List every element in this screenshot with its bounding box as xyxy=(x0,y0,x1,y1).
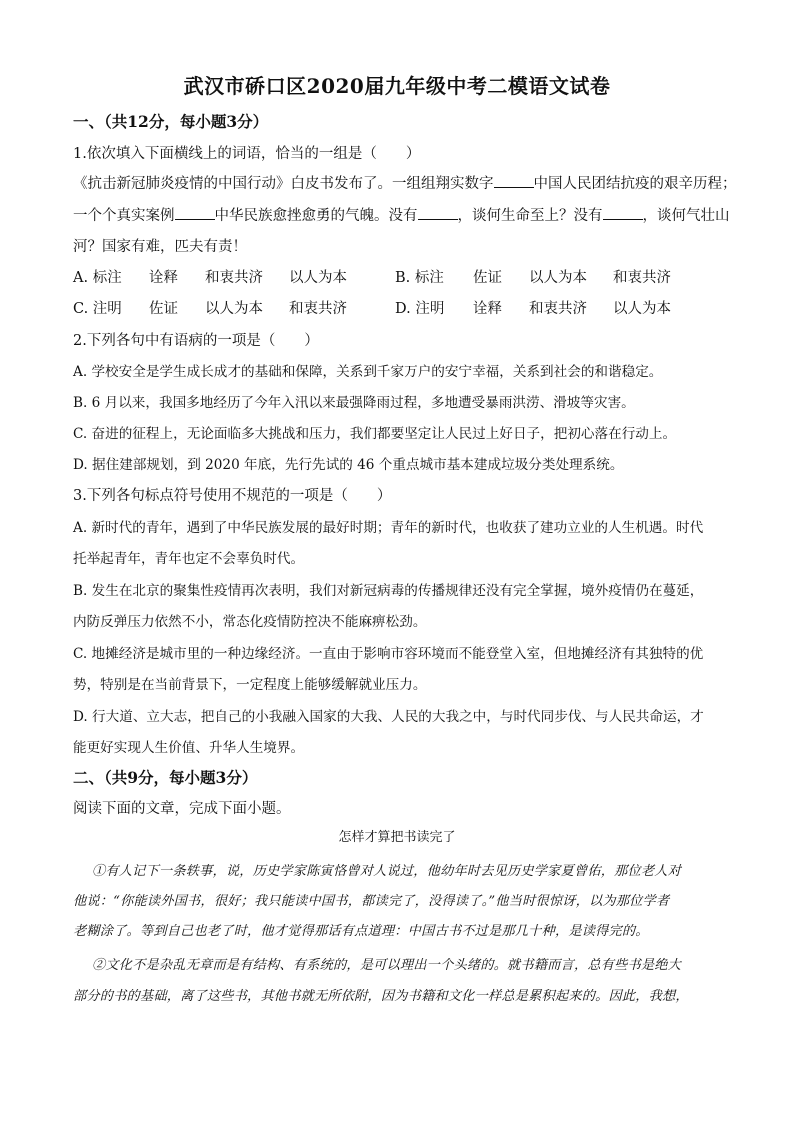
section-1-heading: 一、（共12分，每小题3分） xyxy=(73,112,269,131)
q1-option-b-word: 以人为本 xyxy=(529,270,587,286)
q1-passage-line-3: 河？国家有难，匹夫有责！ xyxy=(73,239,247,255)
q2-option-b: B. 6 月以来，我国多地经历了今年入汛以来最强降雨过程，多地遭受暴雨洪涝、滑坡等灾害。 xyxy=(73,395,635,411)
q3-option-a-line-1: A. 新时代的青年，遇到了中华民族发展的最好时期；青年的新时代，也收获了建功立业的人生机遇。时代 xyxy=(73,520,704,536)
q1-option-a-word: 诠释 xyxy=(149,270,178,286)
q2-option-c: C. 奋进的征程上，无论面临多大挑战和压力，我们都要坚定让人民过上好日子，把初心落在行动上。 xyxy=(73,426,677,442)
section-2-heading: 二、（共9分，每小题3分） xyxy=(73,768,258,787)
q1-option-d-word: 以人为本 xyxy=(613,301,671,317)
q1-blank-1 xyxy=(494,173,534,188)
q3-option-d-line-2: 能更好实现人生价值、升华人生境界。 xyxy=(73,740,305,756)
q1-blank-3 xyxy=(418,205,458,220)
q1-option-a-word: 和衷共济 xyxy=(205,270,263,286)
q1-text: ，谈何生命至上？没有 xyxy=(457,208,603,224)
page-title: 武汉市硚口区2020届九年级中考二模语文试卷 xyxy=(183,74,611,98)
q1-option-b-label: B. 标注 xyxy=(395,270,444,286)
article-title: 怎样才算把书读完了 xyxy=(338,830,456,845)
q1-blank-2 xyxy=(175,205,215,220)
q1-text: 一个个真实案例 xyxy=(73,208,175,224)
q3-stem: 3.下列各句标点符号使用不规范的一项是（ ） xyxy=(73,488,392,504)
q2-stem: 2.下列各句中有语病的一项是（ ） xyxy=(73,333,319,349)
q3-option-b-line-1: B. 发生在北京的聚集性疫情再次表明，我们对新冠病毒的传播规律还没有完全掌握，境外疫情仍在蔓延， xyxy=(73,583,704,599)
q1-option-b-word: 佐证 xyxy=(473,270,502,286)
q1-option-c-label: C. 注明 xyxy=(73,301,122,317)
q3-option-a-line-2: 托举起青年，青年也定不会辜负时代。 xyxy=(73,551,305,567)
q3-option-d-line-1: D. 行大道、立大志，把自己的小我融入国家的大我、人民的大我之中，与时代同步伐、与人民共命运，才 xyxy=(73,709,704,725)
q1-stem: 1.依次填入下面横线上的词语，恰当的一组是（ ） xyxy=(73,146,421,162)
q1-option-c-word: 以人为本 xyxy=(205,301,263,317)
q1-option-d-word: 诠释 xyxy=(473,301,502,317)
q3-option-c-line-1: C. 地摊经济是城市里的一种边缘经济。一直由于影响市容环境而不能登堂入室，但地摊经济有其独特的优 xyxy=(73,646,704,662)
q1-option-c-word: 和衷共济 xyxy=(289,301,347,317)
q1-text: 《抗击新冠肺炎疫情的中国行动》白皮书发布了。一组组翔实数字 xyxy=(73,176,494,192)
article-paragraph-1-line-3: 老糊涂了。等到自己也老了时，他才觉得那话有点道理：中国古书不过是那几十种，是读得完的。 xyxy=(73,924,649,939)
q1-blank-4 xyxy=(603,205,643,220)
q1-passage-line-2 xyxy=(73,204,730,225)
q1-option-d-label: D. 注明 xyxy=(395,301,445,317)
article-paragraph-2-line-2: 部分的书的基础，离了这些书，其他书就无所依附，因为书籍和文化一样总是累积起来的。因此，我想， xyxy=(73,989,689,1004)
q1-option-d-word: 和衷共济 xyxy=(529,301,587,317)
q1-option-b-word: 和衷共济 xyxy=(613,270,671,286)
article-paragraph-1-line-1: ①有人记下一条轶事，说，历史学家陈寅恪曾对人说过，他幼年时去见历史学家夏曾佑，那位老人对 xyxy=(92,864,682,879)
q1-option-c-word: 佐证 xyxy=(149,301,178,317)
q1-option-a-label: A. 标注 xyxy=(73,270,122,286)
q1-text: 中华民族愈挫愈勇的气魄。没有 xyxy=(214,208,418,224)
q3-option-c-line-2: 势，特别是在当前背景下，一定程度上能够缓解就业压力。 xyxy=(73,677,427,693)
section-2-intro: 阅读下面的文章，完成下面小题。 xyxy=(73,801,291,817)
q2-option-d: D. 据住建部规划，到 2020 年底，先行先试的 46 个重点城市基本建成垃圾分类处理系统。 xyxy=(73,457,624,473)
article-paragraph-2-line-1: ②文化不是杂乱无章而是有结构、有系统的，是可以理出一个头绪的。就书籍而言，总有些书是绝大 xyxy=(92,958,682,973)
q1-passage-line-1 xyxy=(73,172,737,193)
q2-option-a: A. 学校安全是学生成长成才的基础和保障，关系到千家万户的安宁幸福，关系到社会的和谐稳定。 xyxy=(73,364,663,380)
article-paragraph-1-line-2: 他说：“你能读外国书，很好；我只能读中国书，都读完了，没得读了。”他当时很惊讶，以为那位学者 xyxy=(73,894,670,909)
q1-text: ，谈何气壮山 xyxy=(642,208,730,224)
q1-text: 中国人民团结抗疫的艰辛历程； xyxy=(533,176,737,192)
q3-option-b-line-2: 内防反弹压力依然不小，常态化疫情防控决不能麻痹松劲。 xyxy=(73,614,427,630)
q1-option-a-word: 以人为本 xyxy=(289,270,347,286)
